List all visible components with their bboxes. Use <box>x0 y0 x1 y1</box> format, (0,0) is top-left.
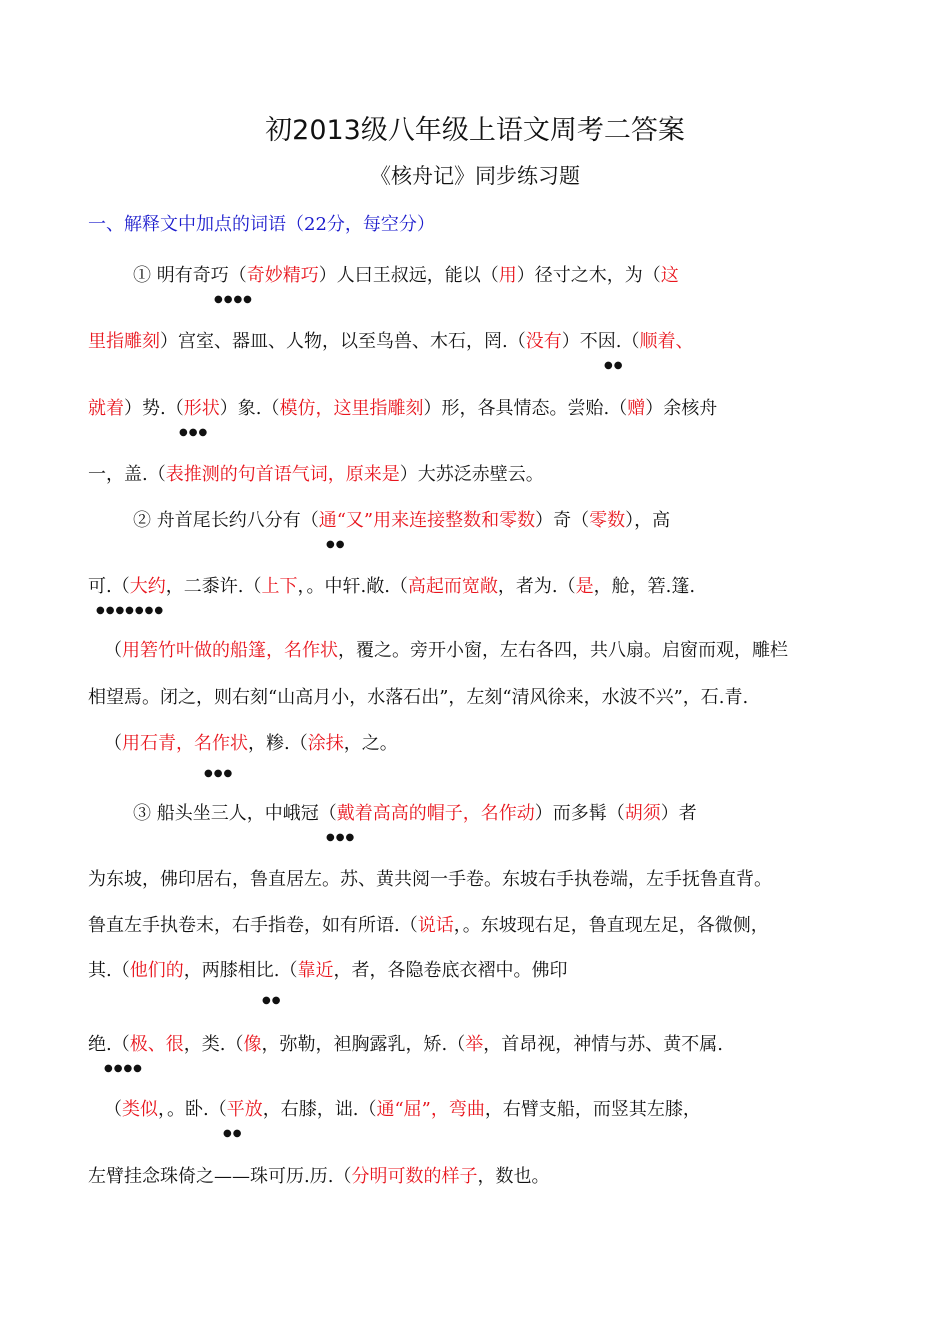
source-text: ，者为.（ <box>497 576 576 597</box>
source-text: ，糁.（ <box>248 733 308 754</box>
emphasis-dots: ●●● <box>326 832 356 843</box>
source-text: ）大苏泛赤壁云。 <box>399 464 544 485</box>
answer-text: 分明可数的样子 <box>351 1166 478 1187</box>
emphasis-dots: ●●●● <box>214 294 253 305</box>
source-text: 其.（ <box>88 960 130 981</box>
page-subtitle: 《核舟记》同步练习题 <box>370 164 580 188</box>
source-text: ，右膝，诎.（ <box>262 1099 377 1120</box>
text-line <box>88 913 769 939</box>
source-text: ）不因.（ <box>561 331 640 352</box>
source-text: ）形，各具情态。尝贻.（ <box>423 398 628 419</box>
text-line <box>133 508 670 534</box>
source-text: ）奇（ <box>535 510 590 531</box>
source-text: 左臂挂念珠倚之——珠可历.历.（ <box>88 1166 352 1187</box>
answer-text: 就着 <box>88 398 124 419</box>
emphasis-dots: ●● <box>223 1128 243 1139</box>
text-line <box>104 731 398 757</box>
emphasis-dots: ●● <box>604 360 624 371</box>
answer-text: 通“屈”，弯曲 <box>376 1099 485 1120</box>
answer-text: 说话 <box>417 915 454 936</box>
source-text: ）余核舟 <box>645 398 718 419</box>
answer-text: 用石青，名作状 <box>122 733 248 754</box>
source-text: ，类.（ <box>183 1034 244 1055</box>
text-line <box>133 263 679 289</box>
source-text: ，弥勒，袒胸露乳，矫.（ <box>261 1034 466 1055</box>
answer-text: 没有 <box>525 331 562 352</box>
source-text: ）而多髯（ <box>534 803 625 824</box>
source-text: ，二黍许.（ <box>165 576 262 597</box>
source-text: ，覆之。旁开小窗，左右各四，共八扇。启窗而观，雕栏 <box>338 640 788 661</box>
text-line <box>104 1097 701 1123</box>
page-title: 初2013级八年级上语文周考二答案 <box>265 115 685 146</box>
answer-text: 靠近 <box>297 960 334 981</box>
source-text: 绝.（ <box>88 1034 130 1055</box>
answer-text: 举 <box>465 1034 484 1055</box>
answer-text: 用箬竹叶做的船篷，名作状 <box>122 640 338 661</box>
source-text: ，数也。 <box>477 1166 550 1187</box>
source-text: ，。卧.（ <box>158 1099 227 1120</box>
source-text: ），高 <box>625 510 671 531</box>
source-text: （ <box>104 640 122 661</box>
text-line <box>88 958 567 984</box>
source-text: ）宫室、器皿、人物，以至鸟兽、木石，罔.（ <box>160 331 526 352</box>
answer-text: 是 <box>575 576 594 597</box>
answer-text: 高起而宽敞 <box>407 576 498 597</box>
answer-text: 奇妙精巧 <box>246 265 319 286</box>
source-text: ，首昂视，神情与苏、黄不属. <box>483 1034 723 1055</box>
answer-text: 零数 <box>589 510 626 531</box>
answer-text: 表推测的句首语气词，原来是 <box>165 464 400 485</box>
answer-text: 上下 <box>261 576 298 597</box>
text-line <box>104 638 788 664</box>
source-text: ② 舟首尾长约八分有（ <box>133 510 319 531</box>
source-text: 可.（ <box>88 576 130 597</box>
answer-text: 涂抹 <box>307 733 344 754</box>
source-text: ）势.（ <box>124 398 184 419</box>
source-text: ，舱，箬.篷. <box>593 576 696 597</box>
section-heading: 一、解释文中加点的词语（22分，每空分） <box>88 214 435 235</box>
answer-text: 戴着高高的帽子，名作动 <box>336 803 535 824</box>
source-text: ，者，各隐卷底衣褶中。佛印 <box>333 960 568 981</box>
text-line <box>88 462 544 488</box>
source-text: ）人曰王叔远，能以（ <box>318 265 499 286</box>
source-text: ，。中轩.敞.（ <box>297 576 408 597</box>
emphasis-dots: ●● <box>262 995 282 1006</box>
answer-text: 通“又”用来连接整数和零数 <box>318 510 536 531</box>
answer-text: 用 <box>498 265 517 286</box>
source-text: ，两膝相比.（ <box>183 960 298 981</box>
source-text: 相望焉。闭之，则右刻“山高月小，水落石出”，左刻“清风徐来，水波不兴”，石.青. <box>88 687 749 708</box>
source-text: ③ 船头坐三人，中峨冠（ <box>133 803 337 824</box>
answer-text: 模仿，这里指雕刻 <box>279 398 424 419</box>
source-text: ）象.（ <box>219 398 280 419</box>
source-text: 一，盖.（ <box>88 464 166 485</box>
source-text: ，之。 <box>343 733 398 754</box>
emphasis-dots: ●●● <box>179 427 209 438</box>
answer-text: 平放 <box>226 1099 263 1120</box>
answer-text: 里指雕刻 <box>88 331 160 352</box>
answer-text: 顺着、 <box>639 331 694 352</box>
text-line <box>88 685 748 711</box>
emphasis-dots: ●●●● <box>104 1063 143 1074</box>
text-line <box>133 801 697 827</box>
answer-text: 类似 <box>122 1099 158 1120</box>
text-line <box>88 396 717 422</box>
answer-text: 像 <box>243 1034 262 1055</box>
text-line <box>88 329 693 355</box>
answer-text: 极、很 <box>129 1034 184 1055</box>
text-line <box>88 867 772 893</box>
text-line <box>88 574 695 600</box>
emphasis-dots: ●●● <box>204 768 234 779</box>
source-text: （ <box>104 733 122 754</box>
answer-text: 大约 <box>129 576 166 597</box>
source-text: 鲁直左手执卷末，右手指卷，如有所语.（ <box>88 915 418 936</box>
source-text: 为东坡，佛印居右，鲁直居左。苏、黄共阅一手卷。东坡右手执卷端，左手抚鲁直背。 <box>88 869 772 890</box>
source-text: ）径寸之木，为（ <box>516 265 661 286</box>
source-text: ，。东坡现右足，鲁直现左足，各微侧， <box>453 915 769 936</box>
source-text: ① 明有奇巧（ <box>133 265 247 286</box>
emphasis-dots: ●● <box>326 539 346 550</box>
source-text: ）者 <box>660 803 697 824</box>
text-line <box>88 1164 549 1190</box>
source-text: （ <box>104 1099 122 1120</box>
answer-text: 赠 <box>627 398 646 419</box>
answer-text: 他们的 <box>129 960 184 981</box>
emphasis-dots: ●●●●●●● <box>96 605 165 616</box>
answer-text: 这 <box>660 265 679 286</box>
source-text: ，右臂支船，而竖其左膝， <box>484 1099 701 1120</box>
text-line <box>88 1032 723 1058</box>
answer-text: 形状 <box>183 398 220 419</box>
answer-text: 胡须 <box>624 803 661 824</box>
